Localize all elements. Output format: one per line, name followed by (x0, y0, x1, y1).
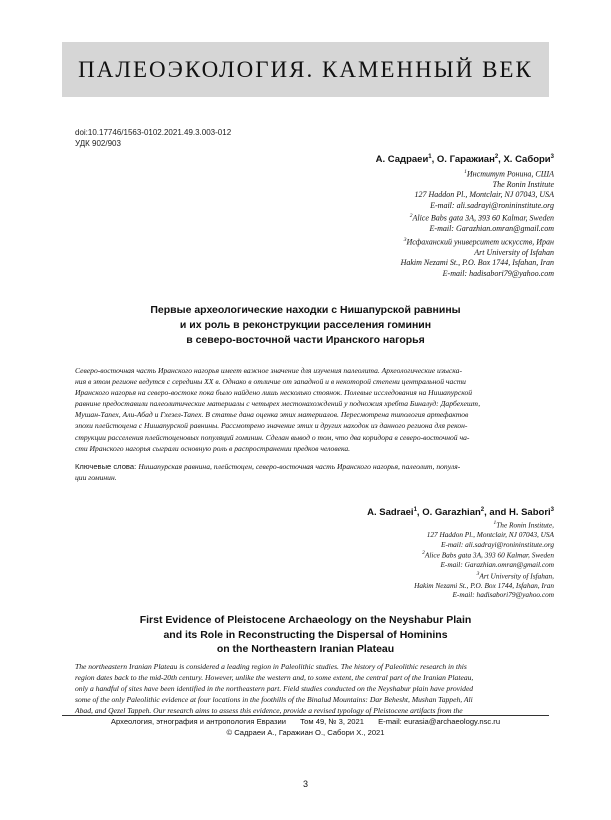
author-name: А. Садраеи (375, 154, 429, 166)
keywords-value: Нишапурская равнина, плейстоцен, северо-восточная часть Иранского нагорья, палеолит, популя- (138, 462, 461, 471)
section-title: ПАЛЕОЭКОЛОГИЯ. КАМЕННЫЙ ВЕК (78, 56, 533, 82)
authors-ru: А. Садраеи$^1$, О. Гаражиан$^2$, Х. Сабори$^3$ (375, 154, 554, 166)
author-name: Х. Сабори (503, 154, 551, 166)
author-name: О. Гаражиан (436, 154, 495, 166)
article-title-ru (62, 303, 549, 348)
affiliation-line: Hakim Nezami St., P.O. Box 1744, Isfahan, Iran (400, 258, 554, 268)
affiliation-line: E-mail: ali.sadrayi@ronininstitute.org (441, 539, 554, 549)
title-line: First Evidence of Pleistocene Archaeology on the Neyshabur Plain (139, 614, 472, 626)
abstract-line: Abad, and Qezel Tappeh. Our research aims to assess this evidence, provide a revised typology of Pleistocene artifacts from the (75, 706, 463, 716)
affiliation-line: E-mail: Garazhian.omran@gmail.com (429, 224, 554, 234)
affiliations-ru (401, 167, 554, 279)
journal-email: E-mail: eurasia@archaeology.nsc.ru (378, 717, 501, 726)
abstract-line: The northeastern Iranian Plateau is considered a leading region in Paleolithic studies. The history of Paleolithic research in this (75, 662, 467, 671)
author-sup: 3 (550, 154, 554, 160)
affiliation-line: 127 Haddon Pl., Montclair, NJ 07043, USA (426, 530, 554, 540)
affiliation-line: $^1$Институт Ронина, США (464, 169, 554, 179)
affiliation-line: E-mail: hadisabori79@yahoo.com (442, 268, 554, 278)
affiliation-line: E-mail: hadisabori79@yahoo.com (452, 590, 554, 600)
doi: doi:10.17746/1563-0102.2021.49.3.003-012 (75, 128, 232, 137)
footer-divider (62, 715, 549, 716)
journal-volume: Том 49, № 3, 2021 (300, 717, 364, 726)
affiliation-line: $^1$The Ronin Institute, (493, 520, 554, 530)
keywords-ru (75, 461, 553, 483)
article-meta (75, 127, 231, 149)
affiliations-en (414, 519, 554, 600)
affiliation-line: $^2$Alice Babs gata 3A, 393 60 Kalmar, Sweden (422, 550, 554, 560)
abstract-line: струкции расселения плейстоценовых популяций гоминин. Сделан вывод о том, что два коридора в северо-восточной ча- (75, 432, 470, 442)
author-sup: 1 (413, 507, 417, 513)
udk: УДК 902/903 (75, 139, 121, 148)
journal-name: Археология, этнография и антропология Евразии (110, 717, 286, 726)
affiliation-line: $^3$Исфаханский университет искусств, Иран (403, 236, 554, 247)
author-sup: 2 (494, 154, 499, 160)
abstract-line: Иранского нагорья на северо-востоке пока было найдено лишь несколько стоянок. Полевые исследования на Нишапурской (75, 388, 473, 398)
abstract-en (75, 661, 553, 716)
abstract-ru (75, 365, 553, 454)
keywords-label: Ключевые слова: (75, 462, 137, 471)
page-number: 3 (302, 779, 308, 789)
affiliation-line: The Ronin Institute (492, 180, 554, 190)
affiliation-line: Hakim Nezami St., P.O. Box 1744, Isfahan, Iran (414, 580, 554, 590)
section-banner (62, 42, 549, 97)
copyright: © Садраеи А., Гаражиан О., Сабори Х., 2021 (226, 728, 385, 737)
abstract-line: some of the only Paleolithic evidence at four locations in the foothills of the Binalud Mountains: Dar Behesht, Mushan Tappeh, Ali (75, 695, 473, 705)
title-line: Первые археологические находки с Нишапурской равнины (150, 304, 461, 316)
title-line: и их роль в реконструкции расселения гоминин (179, 319, 432, 331)
author-name: H. Sabori (508, 507, 551, 519)
abstract-line: ния в этом регионе ведутся с середины XX в. Однако в отличие от западной и в некоторой степени центральной части (75, 377, 466, 387)
article-title-en (62, 613, 549, 657)
abstract-line: only a handful of sites have been identified in the northeastern part. Field studies conducted on the Neyshabur plain have provided (75, 684, 474, 694)
abstract-line: равнине предоставили палеолитические материалы с четырех местонахождений у подножия хребта Биналуд: Дарбехешт, (75, 399, 481, 409)
title-line: on the Northeastern Iranian Plateau (216, 643, 395, 655)
affiliation-line: E-mail: ali.sadrayi@ronininstitute.org (430, 200, 554, 210)
journal-footer (62, 717, 549, 726)
author-name: A. Sadraei (367, 507, 414, 519)
affiliation-line: $^3$Art University of Isfahan, (476, 570, 554, 581)
abstract-line: сти Иранского нагорья сыграли основную роль в распространении предков человека. (75, 443, 351, 453)
abstract-line: region dates back to the mid-20th century. However, unlike the western and, to some extent, the central part of the Iranian Plateau, (75, 673, 474, 683)
abstract-line: Мушан-Тапех, Али-Абад и Гхезел-Тапех. В статье дана оценка этих материалов. Пересмотрена типология артефактов (75, 410, 469, 420)
authors-en: A. Sadraei$^1$, O. Garazhian$^2$, and H. Sabori$^3$ (367, 507, 554, 519)
abstract-line: эпохи плейстоцена с Нишапурской равнины. Рассмотрено значение этих и других находок из данного региона для рекон- (75, 421, 468, 431)
title-line: в северо-восточной части Иранского нагорья (186, 334, 425, 346)
title-line: and its Role in Reconstructing the Dispersal of Hominins (163, 628, 448, 641)
affiliation-line: E-mail: Garazhian.omran@gmail.com (440, 560, 554, 570)
keywords-value: ции гоминин. (75, 473, 117, 482)
author-name: O. Garazhian (422, 507, 481, 519)
abstract-line: Северо-восточная часть Иранского нагорья имеет важное значение для изучения палеолита. Археологические изыска- (75, 366, 462, 375)
affiliation-line: $^2$Alice Babs gata 3A, 393 60 Kalmar, Sweden (409, 213, 554, 223)
author-sup: 2 (480, 507, 485, 513)
author-sup: 3 (550, 507, 554, 513)
affiliation-line: Art University of Isfahan (474, 247, 554, 257)
affiliation-line: 127 Haddon Pl., Montclair, NJ 07043, USA (414, 190, 554, 200)
author-sup: 1 (428, 154, 432, 160)
